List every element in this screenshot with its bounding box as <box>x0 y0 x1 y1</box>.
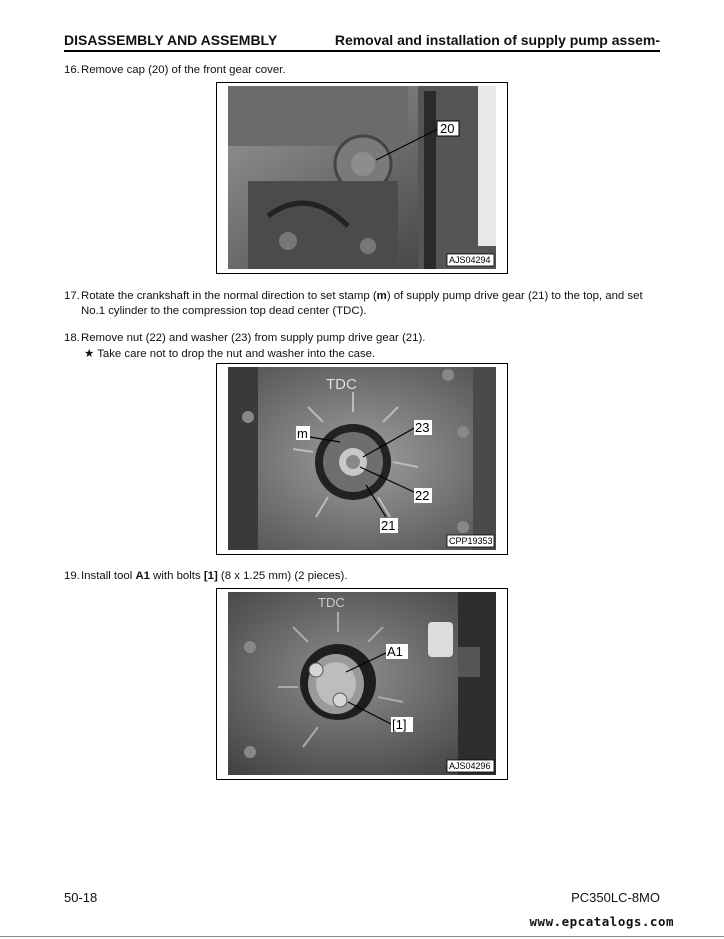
caution-note: ★ Take care not to drop the nut and washer into the case. <box>84 348 376 360</box>
star-icon: ★ <box>84 348 95 360</box>
figure-3-photo <box>216 588 508 780</box>
figure-1-photo <box>216 82 508 274</box>
callout-22: 22 <box>415 488 430 503</box>
step-text: Remove nut (22) and washer (23) from supply pump drive gear (21). <box>81 332 426 344</box>
callout-bolt-1: [1] <box>392 717 407 732</box>
watermark-link[interactable]: www.epcatalogs.com <box>529 914 674 929</box>
callout-a1: A1 <box>387 644 403 659</box>
callout-20: 20 <box>440 121 455 136</box>
figure-code: CPP19353 <box>449 536 493 546</box>
figure-3-image <box>228 592 496 775</box>
section-title: DISASSEMBLY AND ASSEMBLY <box>64 32 278 48</box>
step-number: 16. <box>64 64 80 76</box>
page-header <box>64 30 660 52</box>
callout-21: 21 <box>381 518 396 533</box>
stamp-m: m <box>376 290 387 302</box>
step-number: 19. <box>64 570 80 582</box>
figure-2-image <box>228 367 496 550</box>
tdc-mark: TDC <box>318 595 345 610</box>
step-18 <box>64 331 664 346</box>
model-name: PC350LC-8MO <box>571 890 660 905</box>
page-topic-title: Removal and installation of supply pump assem- <box>334 32 660 48</box>
figure-code: AJS04294 <box>449 255 491 265</box>
step-number: 17. <box>64 290 80 302</box>
bolts-1: [1] <box>203 570 218 582</box>
tool-a1: A1 <box>135 570 151 582</box>
figure-1-image <box>228 86 496 269</box>
page-number: 50-18 <box>64 890 98 905</box>
step-text: Remove cap (20) of the front gear cover. <box>81 64 286 76</box>
tdc-mark: TDC <box>326 376 357 393</box>
bottom-divider <box>0 936 724 937</box>
figure-2-photo <box>216 363 508 555</box>
step-number: 18. <box>64 332 80 344</box>
callout-23: 23 <box>415 420 430 435</box>
step-17: 17.Rotate the crankshaft in the normal direction to set stamp (m) of supply pump drive gear (21) to the top, and set No.1 cylinder to the compression top dead center (TDC). <box>64 290 643 317</box>
callout-m: m <box>297 426 308 441</box>
figure-code: AJS04296 <box>449 761 491 771</box>
step-19: 19.Install tool A1 with bolts [1] (8 x 1.25 mm) (2 pieces). <box>64 570 348 582</box>
step-16 <box>64 63 664 78</box>
